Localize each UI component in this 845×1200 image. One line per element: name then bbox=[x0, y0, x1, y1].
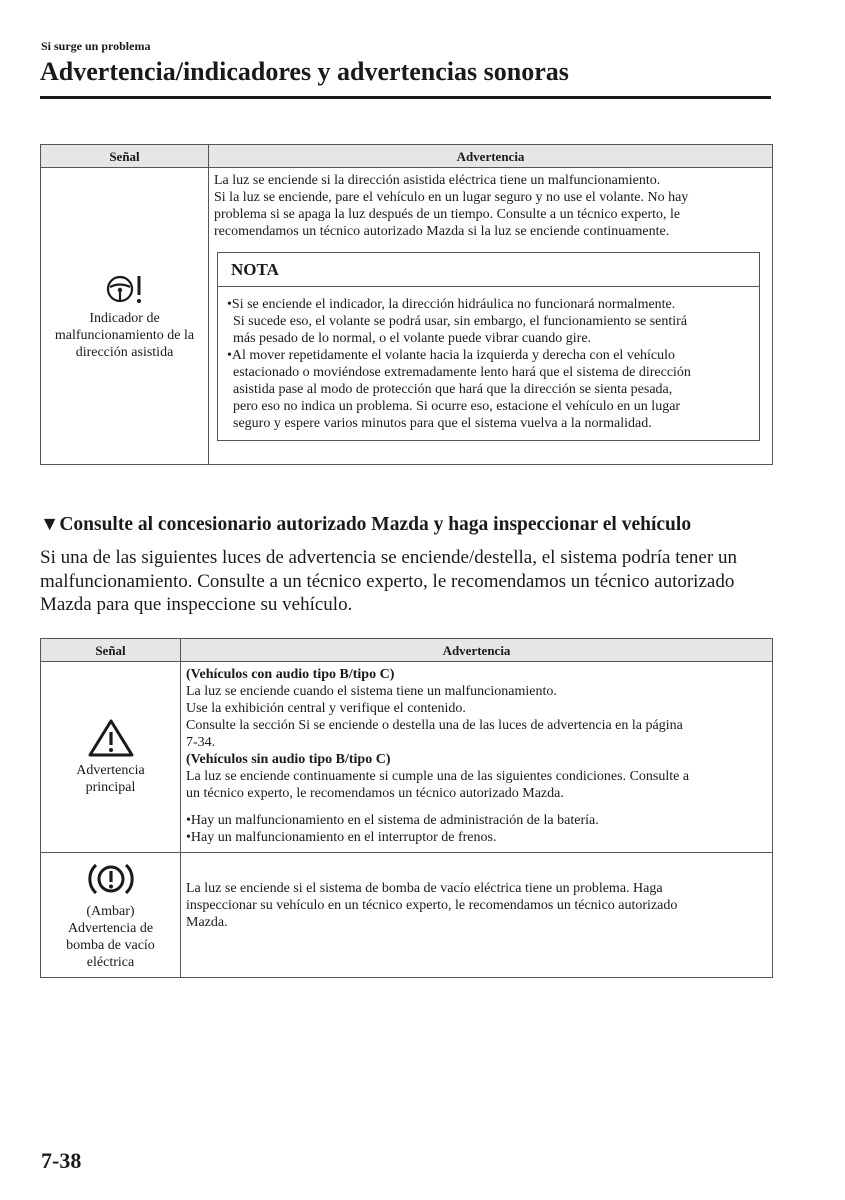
signal-label-line: Advertencia de bbox=[67, 921, 154, 936]
note-line: •Al mover repetidamente el volante hacia la izquierda y derecha con el vehículo bbox=[227, 348, 676, 363]
paragraph-line: malfuncionamiento. Consulte a un técnico experto, le recomendamos un técnico autorizado bbox=[40, 570, 735, 592]
warning-cell bbox=[181, 662, 773, 853]
signal-label-line: (Ambar) bbox=[86, 904, 135, 919]
column-header-signal: Señal bbox=[41, 639, 181, 662]
table-header-row bbox=[41, 145, 773, 168]
subheading: (Vehículos sin audio tipo B/tipo C) bbox=[186, 752, 391, 767]
section-title-text: Consulte al concesionario autorizado Mazda y haga inspeccionar el vehículo bbox=[59, 514, 692, 535]
warning-text-line: Consulte la sección Si se enciende o destella una de las luces de advertencia en la página bbox=[186, 718, 683, 733]
brake-vacuum-pump-icon bbox=[44, 859, 177, 899]
warning-text-line: Si la luz se enciende, pare el vehículo en un lugar seguro y no use el volante. No hay bbox=[214, 190, 689, 205]
column-header-signal: Señal bbox=[41, 145, 209, 168]
warning-table-steering bbox=[40, 144, 773, 465]
warning-text-line: inspeccionar su vehículo en un técnico experto, le recomendamos un técnico autorizado bbox=[186, 897, 678, 913]
warning-text-line: La luz se enciende si el sistema de bomba de vacío eléctrica tiene un problema. Haga bbox=[186, 880, 663, 896]
signal-label-line: Advertencia bbox=[76, 763, 145, 778]
paragraph-line: Mazda para que inspeccione su vehículo. bbox=[40, 594, 353, 615]
table-row bbox=[41, 853, 773, 978]
warning-triangle-icon bbox=[44, 718, 177, 758]
note-line: •Si se enciende el indicador, la dirección hidráulica no funcionará normalmente. bbox=[227, 297, 676, 312]
warning-cell bbox=[181, 853, 773, 978]
warning-text-line: un técnico experto, le recomendamos un técnico autorizado Mazda. bbox=[186, 786, 564, 801]
warning-text-line: recomendamos un técnico autorizado Mazda si la luz se enciende continuamente. bbox=[214, 224, 670, 239]
header-rule bbox=[40, 96, 771, 99]
section-marker: ▼ bbox=[40, 514, 60, 535]
warning-text-line: La luz se enciende continuamente si cumple una de las siguientes condiciones. Consulte a bbox=[186, 769, 690, 784]
note-line: seguro y espere varios minutos para que el sistema vuelva a la normalidad. bbox=[233, 416, 652, 431]
warning-text-line: La luz se enciende cuando el sistema tiene un malfuncionamiento. bbox=[186, 684, 557, 699]
steering-wheel-warning-icon bbox=[44, 272, 205, 306]
warning-text-line: La luz se enciende si la dirección asistida eléctrica tiene un malfuncionamiento. bbox=[214, 173, 661, 188]
note-line: estacionado o moviéndose extremadamente lento hará que el sistema de dirección bbox=[233, 365, 691, 380]
signal-label-line: principal bbox=[85, 780, 136, 795]
table-row bbox=[41, 168, 773, 465]
note-line: Si sucede eso, el volante se podrá usar, sin embargo, el funcionamiento se sentirá bbox=[233, 314, 688, 329]
warning-cell bbox=[209, 168, 773, 465]
signal-label-line: eléctrica bbox=[86, 955, 135, 970]
bullet-item: •Hay un malfuncionamiento en el sistema de administración de la batería. bbox=[186, 813, 599, 828]
warning-text-line: 7-34. bbox=[186, 735, 216, 750]
column-header-warning: Advertencia bbox=[209, 145, 773, 168]
warning-text-line: Mazda. bbox=[186, 914, 228, 930]
warning-table-inspection bbox=[40, 638, 773, 978]
column-header-warning: Advertencia bbox=[181, 639, 773, 662]
note-title: NOTA bbox=[218, 253, 759, 287]
page-number: 7-38 bbox=[41, 1148, 82, 1173]
page-title: Advertencia/indicadores y advertencias sonoras bbox=[40, 57, 569, 86]
note-body bbox=[218, 287, 759, 440]
section-heading bbox=[40, 512, 691, 538]
signal-label-line: bomba de vacío bbox=[66, 938, 155, 953]
note-line: pero eso no indica un problema. Si ocurre eso, estacione el vehículo en un lugar bbox=[233, 399, 681, 414]
note-line: más pesado de lo normal, o el volante puede vibrar cuando gire. bbox=[233, 331, 592, 346]
signal-label-line: dirección asistida bbox=[75, 344, 174, 360]
warning-text-line: problema si se apaga la luz después de un tiempo. Consulte a un técnico experto, le bbox=[214, 207, 681, 222]
paragraph-line: Si una de las siguientes luces de advertencia se enciende/destella, el sistema podría tener un bbox=[40, 547, 737, 568]
subheading: (Vehículos con audio tipo B/tipo C) bbox=[186, 667, 395, 682]
signal-cell bbox=[41, 662, 181, 853]
table-header-row bbox=[41, 639, 773, 662]
signal-label-line: malfuncionamiento de la bbox=[54, 327, 195, 343]
header-kicker: Si surge un problema bbox=[41, 39, 151, 53]
note-bullet bbox=[227, 347, 751, 432]
section-paragraph bbox=[40, 546, 780, 617]
note-line: asistida pase al modo de protección que hará que la dirección se sienta pesada, bbox=[233, 382, 673, 397]
warning-text-line: Use la exhibición central y verifique el contenido. bbox=[186, 701, 466, 716]
note-bullet bbox=[227, 296, 751, 347]
bullet-item: •Hay un malfuncionamiento en el interruptor de frenos. bbox=[186, 830, 497, 845]
spacer bbox=[186, 802, 767, 812]
signal-cell bbox=[41, 853, 181, 978]
note-box bbox=[217, 252, 760, 441]
table-row bbox=[41, 662, 773, 853]
signal-label-line: Indicador de bbox=[89, 310, 160, 326]
signal-cell bbox=[41, 168, 209, 465]
